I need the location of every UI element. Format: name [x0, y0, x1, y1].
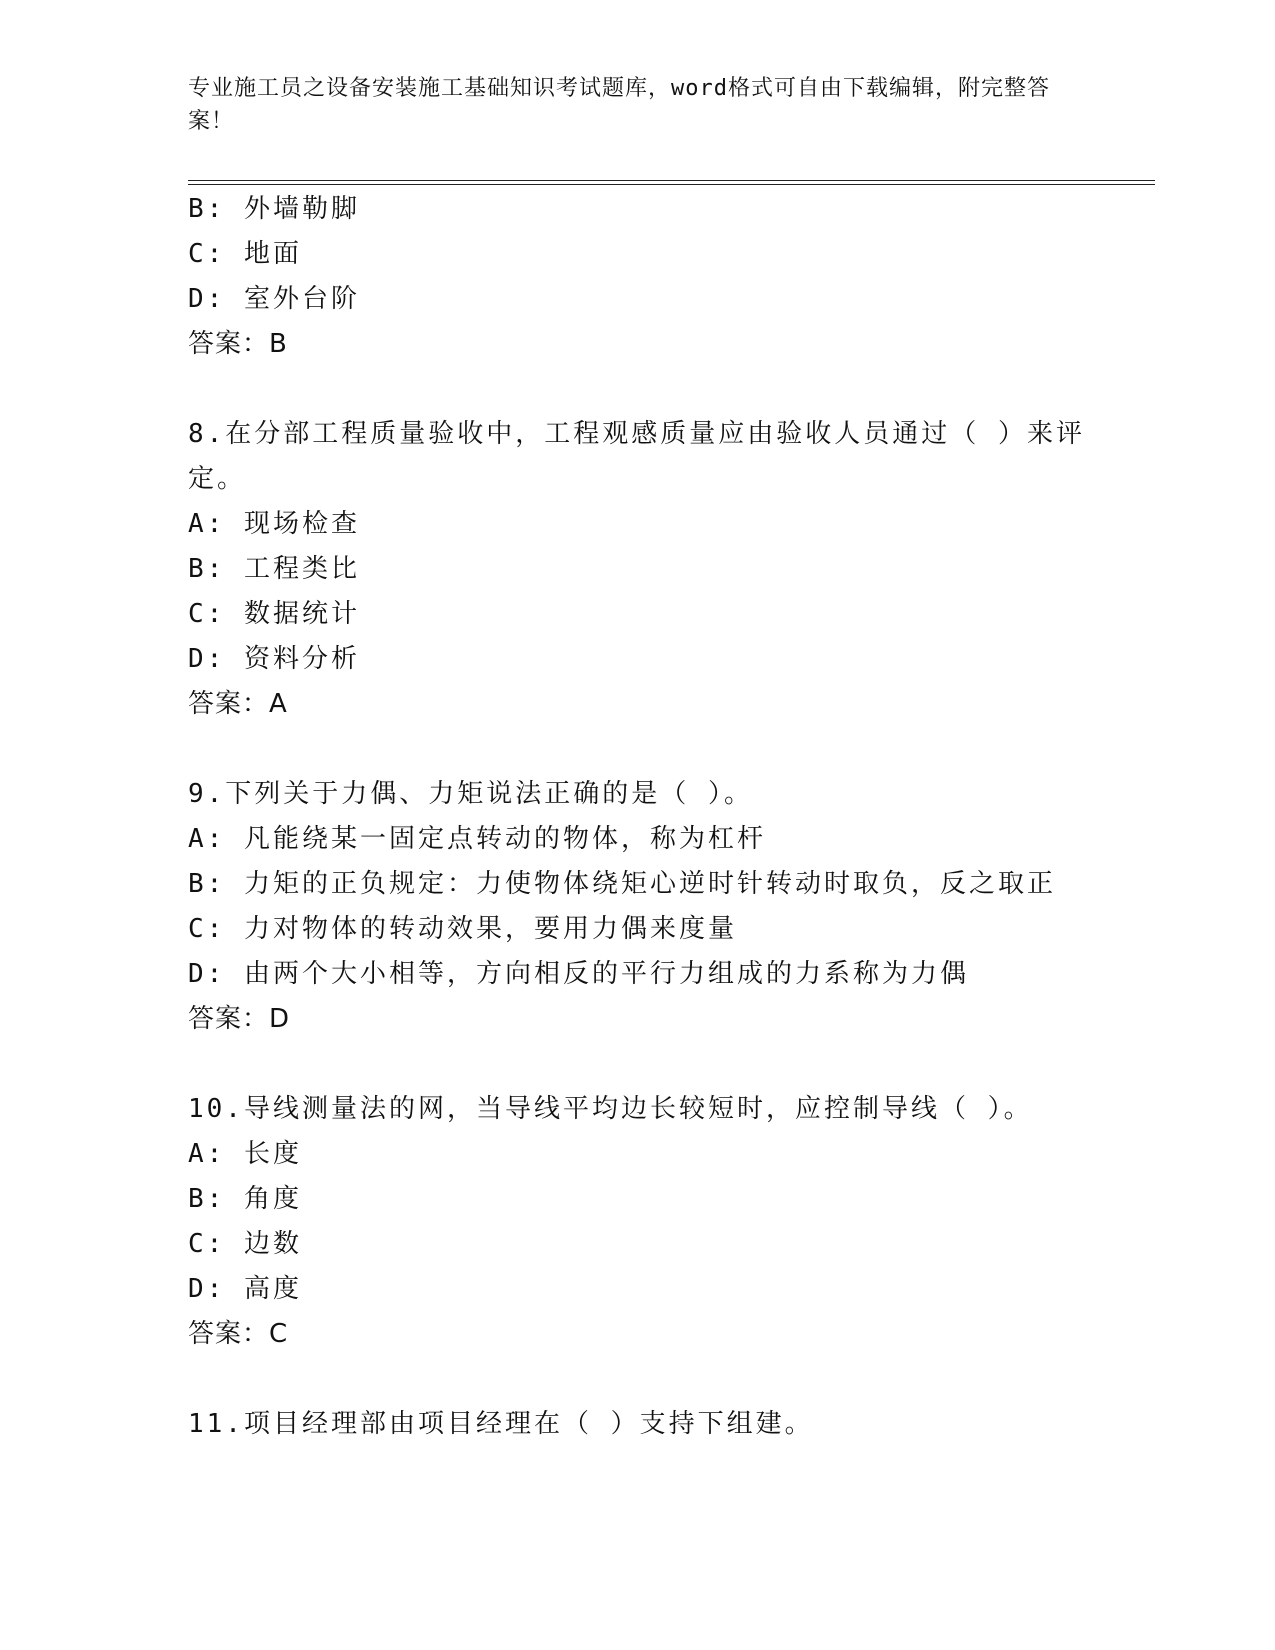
q10-option-b: B: 角度 [188, 1184, 302, 1214]
q9-option-a: A: 凡能绕某一固定点转动的物体，称为杠杆 [188, 824, 766, 854]
q8-option-c: C: 数据统计 [188, 599, 360, 629]
q10-option-c: C: 边数 [188, 1229, 302, 1259]
q8-answer: 答案：A [188, 689, 288, 719]
q10-option-a: A: 长度 [188, 1139, 302, 1169]
q7-option-b: B: 外墙勒脚 [188, 194, 360, 224]
q9-option-b: B: 力矩的正负规定：力使物体绕矩心逆时针转动时取负，反之取正 [188, 869, 1056, 899]
q7-answer: 答案：B [188, 329, 288, 359]
q8-option-b: B: 工程类比 [188, 554, 360, 584]
q9-stem: 9.下列关于力偶、力矩说法正确的是（ ）。 [188, 779, 753, 809]
q8-stem-line-1: 8.在分部工程质量验收中，工程观感质量应由验收人员通过（ ）来评 [188, 419, 1085, 449]
document-header: 专业施工员之设备安装施工基础知识考试题库，word格式可自由下载编辑，附完整答案！ [188, 76, 1050, 134]
q9-answer: 答案：D [188, 1004, 291, 1034]
q10-option-d: D: 高度 [188, 1274, 302, 1304]
q9-option-c: C: 力对物体的转动效果，要用力偶来度量 [188, 914, 737, 944]
header-divider-bottom [188, 184, 1155, 185]
q8-stem-line-2: 定。 [188, 464, 247, 494]
header-divider-top [188, 180, 1155, 181]
q9-option-d: D: 由两个大小相等，方向相反的平行力组成的力系称为力偶 [188, 959, 969, 989]
q11-stem: 11.项目经理部由项目经理在（ ）支持下组建。 [188, 1409, 814, 1439]
q8-option-a: A: 现场检查 [188, 509, 360, 539]
q7-option-c: C: 地面 [188, 239, 302, 269]
q10-answer: 答案：C [188, 1319, 289, 1349]
q10-stem: 10.导线测量法的网，当导线平均边长较短时，应控制导线（ ）。 [188, 1094, 1033, 1124]
q7-option-d: D: 室外台阶 [188, 284, 360, 314]
q8-option-d: D: 资料分析 [188, 644, 360, 674]
